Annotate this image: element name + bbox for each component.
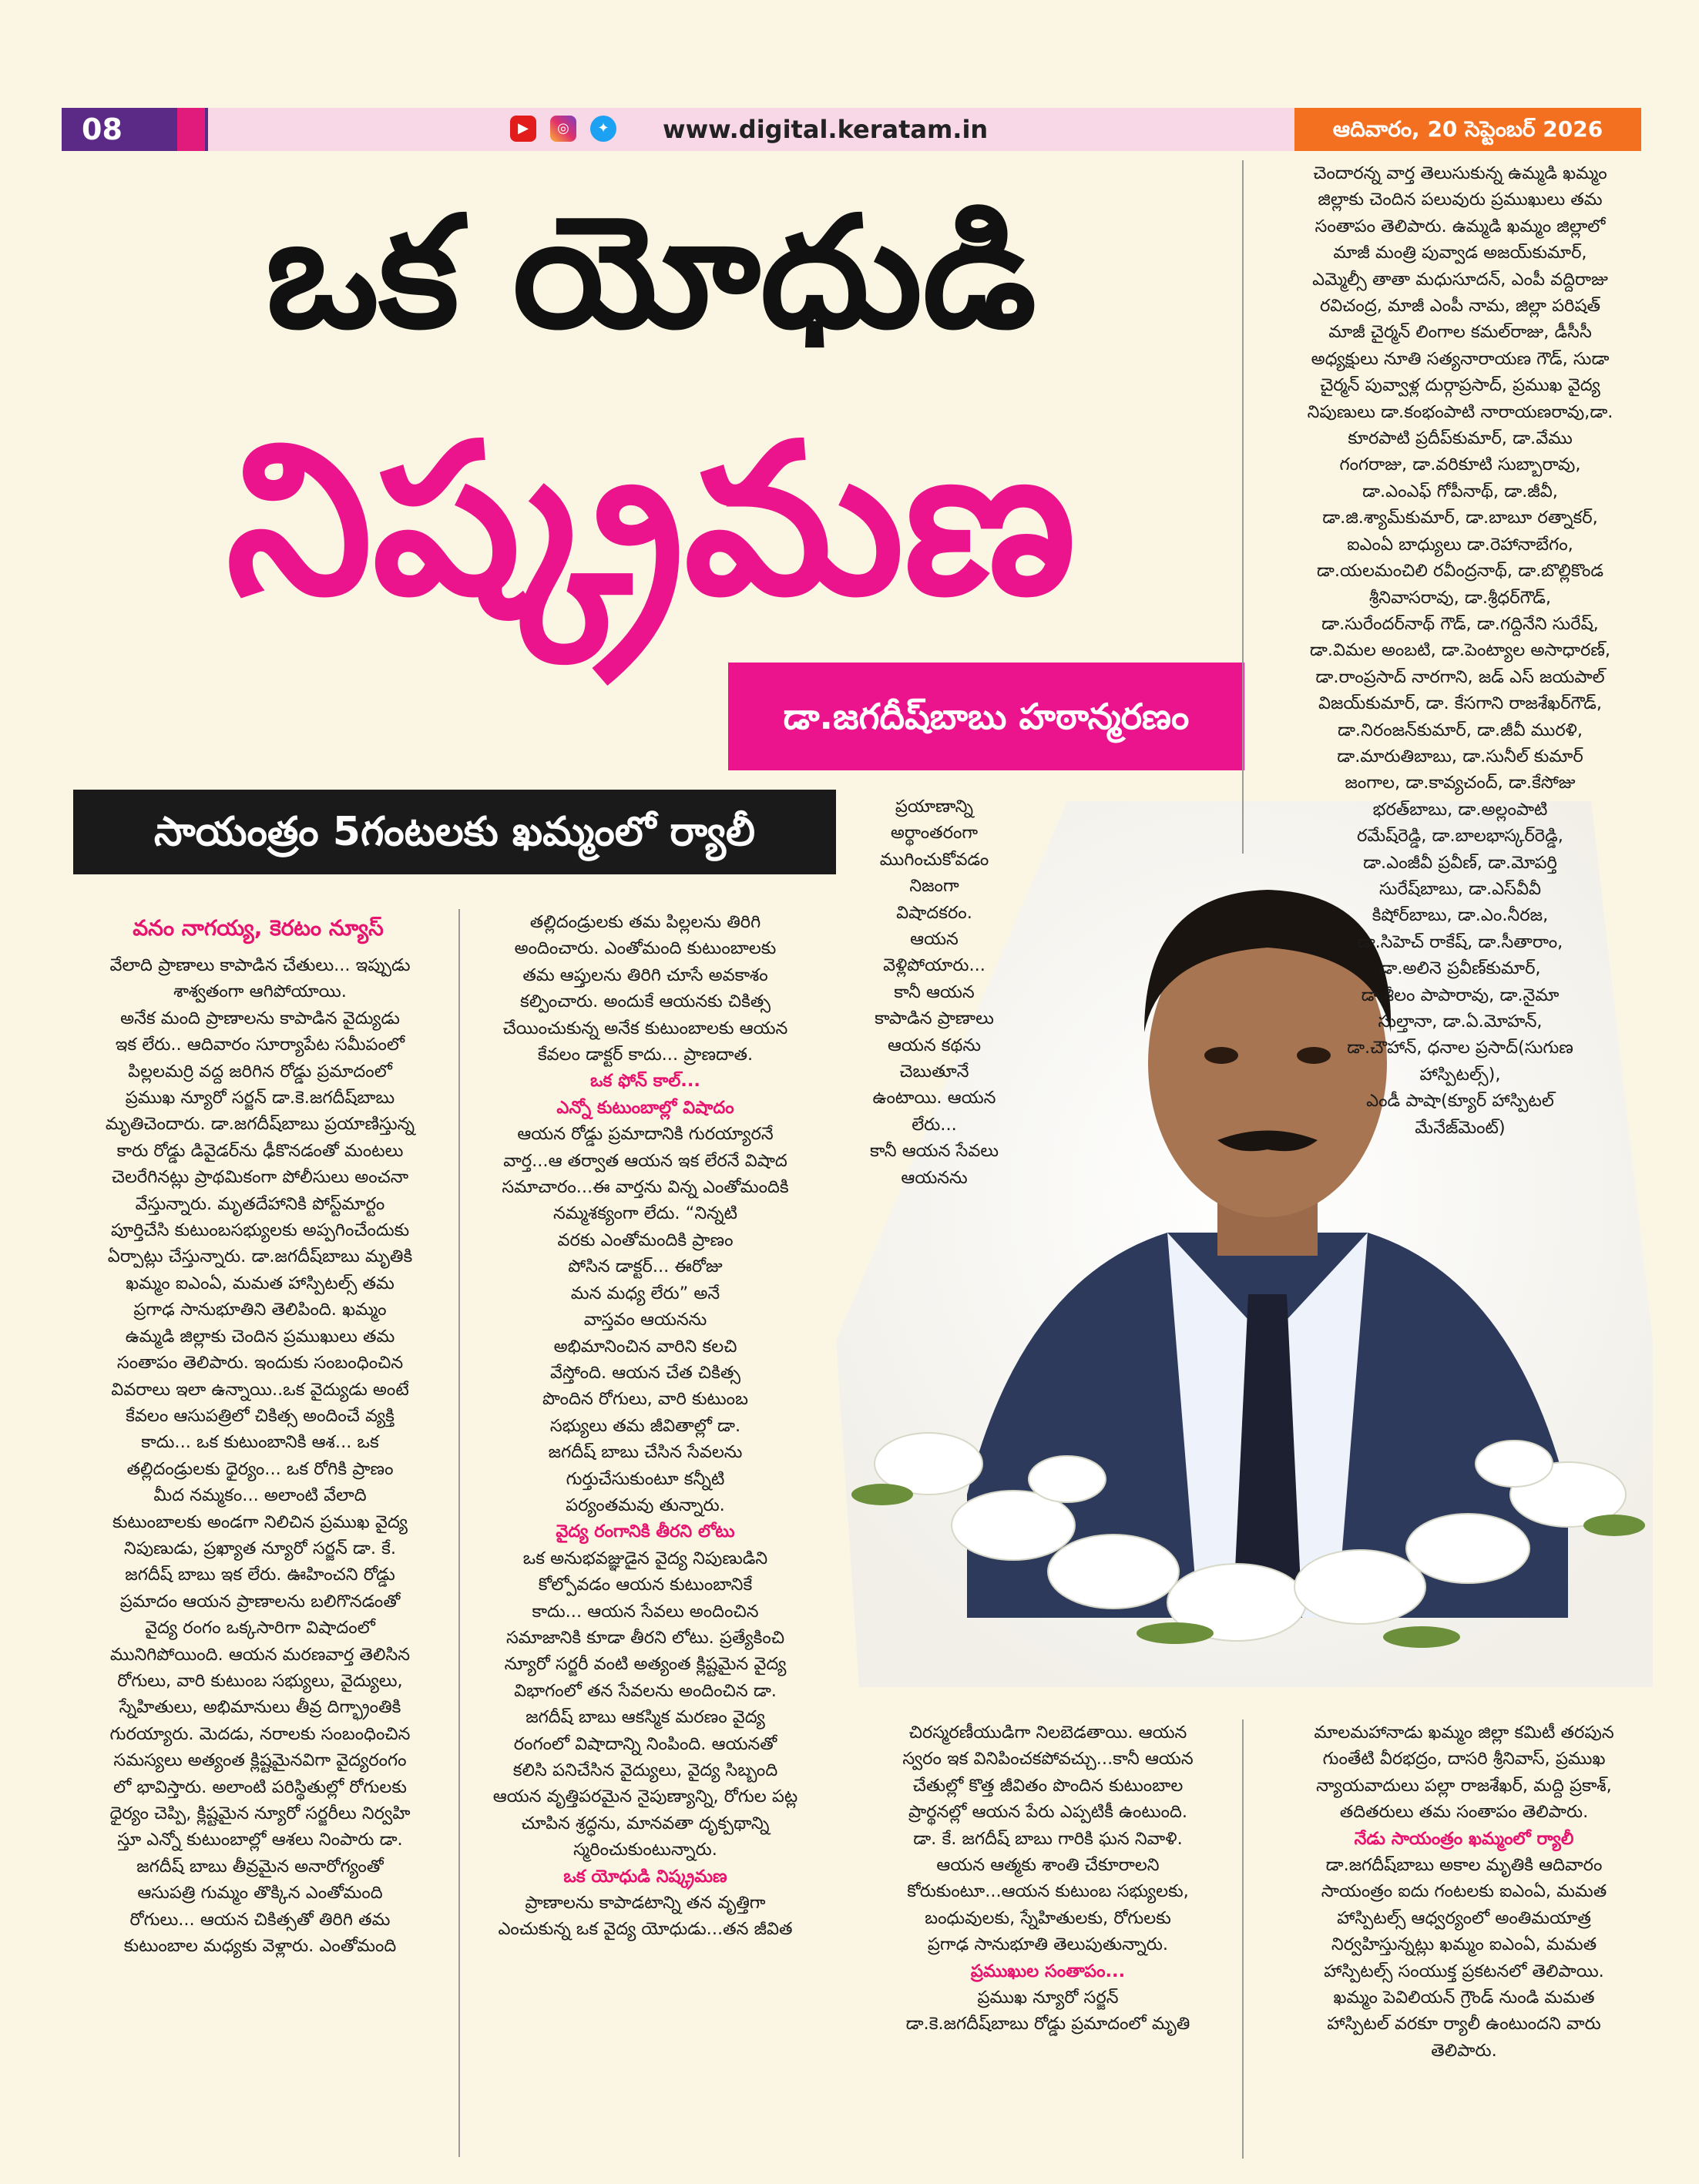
subheading: ఒక ఫోన్ కాల్...	[590, 1071, 700, 1092]
text-line: ఒక అనుభవజ్ఞుడైన వైద్య నిపుణుడిని	[522, 1548, 768, 1568]
text-line: ప్రగాఢ సానుభూతిని తెలిపింది. ఖమ్మం	[133, 1300, 387, 1320]
text-line: ఆసుపత్రి గుమ్మం తొక్కిన ఎంతోమంది	[137, 1883, 383, 1904]
text-line: నిర్వహిస్తున్నట్లు ఖమ్మం ఐఎంఏ, మమత	[1331, 1934, 1597, 1955]
text-line: డా.రాంప్రసాద్ నారగాని, జడ్ ఎస్ జయపాల్	[1315, 666, 1605, 687]
text-line: డా.శీలం పాపారావు, డా.నైమా	[1361, 985, 1560, 1005]
column-divider	[1242, 1719, 1244, 2159]
text-line: కారు రోడ్డు డివైడర్‌ను ఢీకొనడంతో మంటలు	[116, 1140, 404, 1161]
text-line: కాదు... ఒక కుటుంబానికి ఆశ... ఒక	[141, 1432, 379, 1453]
text-line: డా.యలమంచిలి రవీంద్రనాథ్, డా.బొల్లికొండ	[1316, 561, 1604, 582]
article-column-1	[65, 952, 455, 1959]
youtube-icon[interactable]: ▶	[510, 116, 536, 142]
headline-line2: నిష్క్రమణ	[226, 398, 1076, 641]
text-line: జగదీష్ బాబు చేసిన సేవలను	[548, 1442, 743, 1463]
text-line: వాస్తవం ఆయనను	[583, 1310, 707, 1330]
text-line: అందించారు. ఎంతోమంది కుటుంబాలకు	[514, 938, 777, 959]
subheading: ఒక యోధుడి నిష్క్రమణ	[563, 1866, 727, 1887]
text-line: డా.ఎంఎఫ్ గోపీనాథ్, డా.జీవీ,	[1362, 481, 1558, 502]
text-line: కాపాడిన ప్రాణాలు	[875, 1008, 994, 1029]
text-line: హాస్పిటల్ వరకూ ర్యాలీ ఉంటుందని వారు	[1327, 2014, 1601, 2035]
text-line: వేస్తున్నారు. మృతదేహానికి పోస్ట్‌మార్టం	[135, 1193, 385, 1214]
text-line: ఆయన వృత్తిపరమైన నైపుణ్యాన్ని, రోగుల పట్ల	[492, 1786, 798, 1807]
text-line: ప్రాణాలను కాపాడటాన్ని తన వృత్తిగా	[525, 1893, 766, 1914]
text-line: పోసిన డాక్టర్... ఈరోజు	[568, 1256, 723, 1277]
text-line: మేనేజ్‌మెంట్)	[1415, 1117, 1506, 1138]
text-line: ఎండీ పాషా(క్యూర్ హాస్పిటల్	[1366, 1091, 1554, 1112]
page-number: 08	[62, 108, 208, 151]
text-line: మాజీ చైర్మన్ లింగాల కమల్‌రాజు, డీసీసీ	[1328, 322, 1592, 343]
text-line: డా.సురేందర్‌నాథ్ గౌడ్, డా.గద్దినేని సురేష్,	[1321, 613, 1599, 634]
text-line: ఏర్పాట్లు చేస్తున్నారు. డా.జగదీష్‌బాబు మృతికి	[107, 1246, 413, 1267]
text-line: డా.నిరంజన్‌కుమార్, డా.జీవీ మురళి,	[1337, 720, 1583, 740]
article-column-2	[462, 909, 828, 1943]
text-line: న్యాయవాదులు పల్లా రాజశేఖర్, మద్ది ప్రకాశ్,	[1316, 1775, 1612, 1796]
text-line: ఎమ్మెల్సీ తాతా మధుసూదన్, ఎంపీ వద్దిరాజు	[1312, 269, 1608, 290]
text-line: మీద నమ్మకం... అలాంటి వేలాది	[153, 1485, 367, 1506]
text-line: కూరపాటి ప్రదీప్‌కుమార్, డా.వేము	[1348, 428, 1573, 449]
text-line: వేలాది ప్రాణాలు కాపాడిన చేతులు... ఇప్పుడు	[109, 955, 411, 975]
text-line: పర్యంతమవు తున్నారు.	[566, 1495, 725, 1515]
text-line: సురేష్‌బాబు, డా.ఎస్‌వీవీ	[1379, 878, 1541, 899]
text-line: మాలమహానాడు ఖమ్మం జిల్లా కమిటీ తరపున	[1314, 1723, 1614, 1743]
subheading: వైద్య రంగానికి తీరని లోటు	[556, 1521, 735, 1542]
text-line: పిల్లలమర్రి వద్ద జరిగిన రోడ్డు ప్రమాదంలో	[128, 1061, 392, 1082]
text-line: కోరుకుంటూ...ఆయన కుటుంబ సభ్యులకు,	[907, 1881, 1189, 1902]
text-line: జగదీష్ బాబు ఆకస్మిక మరణం వైద్య	[525, 1707, 765, 1728]
text-line: చైర్మన్ పువ్వాళ్ల దుర్గాప్రసాద్, ప్రముఖ వైద్య	[1320, 375, 1600, 396]
text-line: సమాచారం...ఈ వార్తను విన్న ఎంతోమందికి	[502, 1177, 789, 1198]
text-line: స్వరం ఇక వినిపించకపోవచ్చు...కానీ ఆయన	[902, 1749, 1194, 1770]
text-line: తల్లిదండ్రులకు ధైర్యం... ఒక రోగికి ప్రాణం	[126, 1458, 394, 1479]
text-line: గంగరాజు, డా.వరికూటి సుబ్బారావు,	[1339, 455, 1581, 475]
subheading-banner: డా.జగదీష్‌బాబు హఠాన్మరణం	[728, 663, 1244, 770]
subheading: ప్రముఖుల సంతాపం...	[970, 1961, 1126, 1981]
text-line: చెందారన్న వార్త తెలుసుకున్న ఉమ్మడి ఖమ్మం	[1313, 163, 1607, 183]
text-line: ఇక లేరు.. ఆదివారం సూర్యాపేట సమీపంలో	[115, 1035, 405, 1055]
text-line: బంధువులకు, స్నేహితులకు, రోగులకు	[925, 1907, 1171, 1928]
column-divider	[1242, 160, 1244, 854]
text-line: అనేక మంది ప్రాణాలను కాపాడిన వైద్యుడు	[120, 1008, 400, 1028]
text-line: ఆయన ఆత్మకు శాంతి చేకూరాలని	[936, 1855, 1160, 1876]
text-line: సమస్యలు అత్యంత క్లిష్టమైనవిగా వైద్యరంగం	[113, 1750, 407, 1771]
text-line: సభ్యులు తమ జీవితాల్లో డా.	[549, 1415, 741, 1436]
text-line: గుర్తుచేసుకుంటూ కన్నీటి	[566, 1468, 725, 1489]
text-line: అధ్యక్షులు నూతి సత్యనారాయణ గౌడ్, సుడా	[1311, 348, 1610, 369]
text-line: వెళ్లిపోయారు...	[883, 955, 985, 976]
text-line: జగదీష్ బాబు ఇక లేరు. ఊహించని రోడ్డు	[125, 1565, 395, 1585]
text-line: చెలరేగినట్లు ప్రాథమికంగా పోలీసులు అంచనా	[111, 1167, 409, 1188]
text-line: ప్రమాదం ఆయన ప్రాణాలను బలిగొనడంతో	[119, 1591, 401, 1612]
text-line: అర్థాంతరంగా	[890, 823, 979, 844]
text-line: ఉమ్మడి జిల్లాకు చెందిన ప్రముఖులు తమ	[125, 1326, 395, 1347]
text-line: డా.జగదీష్‌బాబు అకాల మృతికి ఆదివారం	[1325, 1855, 1603, 1876]
text-line: ప్రార్థనల్లో ఆయన పేరు ఎప్పటికీ ఉంటుంది.	[908, 1802, 1188, 1823]
text-line: లేరు...	[912, 1114, 957, 1135]
text-line: హాస్పిటల్స్ సంయుక్త ప్రకటనలో తెలిపాయి.	[1324, 1961, 1604, 1981]
text-line: కల్పించారు. అందుకే ఆయనకు చికిత్స	[520, 991, 771, 1012]
text-line: ఉంటాయి. ఆయన	[872, 1088, 996, 1109]
text-line: ఎంచుకున్న ఒక వైద్య యోధుడు...తన జీవిత	[498, 1919, 793, 1940]
rally-banner: సాయంత్రం 5గంటలకు ఖమ్మంలో ర్యాలీ	[73, 790, 836, 874]
text-line: అభిమానించిన వారిని కలచి	[553, 1336, 737, 1357]
text-line: డా.ఎంజీవీ ప్రవీణ్, డా.మోపర్తి	[1363, 852, 1557, 873]
subheading: నేడు సాయంత్రం ఖమ్మంలో ర్యాలీ	[1354, 1828, 1574, 1849]
headline-line1: ఒక యోధుడి	[265, 183, 1037, 363]
text-line: మన మధ్య లేరు” అనే	[570, 1283, 720, 1303]
text-line: కానీ ఆయన	[894, 981, 975, 1002]
text-line: రోగులు... ఆయన చికిత్సతో తిరిగి తమ	[129, 1909, 391, 1930]
text-line: చేయించుకున్న అనేక కుటుంబాలకు ఆయన	[502, 1018, 788, 1038]
text-line: చేతుల్లో కొత్త జీవితం పొందిన కుటుంబాల	[912, 1775, 1184, 1796]
text-line: ఖమ్మం ఐఎంఏ, మమత హాస్పిటల్స్ తమ	[126, 1273, 395, 1293]
text-line: తదితరులు తమ సంతాపం తెలిపారు.	[1339, 1802, 1589, 1823]
text-line: ఆయన రోడ్డు ప్రమాదానికి గురయ్యారనే	[517, 1124, 774, 1145]
text-line: ప్రముఖ న్యూరో సర్జన్	[977, 1988, 1119, 2008]
text-line: డా.విమల అంబటి, డా.పెంట్యాల అసాధారణ్,	[1309, 640, 1611, 661]
issue-date: ఆదివారం, 20 సెప్టెంబర్ 2026	[1294, 108, 1641, 151]
text-line: వేస్తోంది. ఆయన చేత చికిత్స	[550, 1362, 740, 1383]
text-line: రవిచంద్ర, మాజీ ఎంపీ నామ, జిల్లా పరిషత్	[1319, 296, 1601, 317]
text-line: నమ్మశక్యంగా లేదు. “నిన్నటి	[553, 1203, 737, 1224]
text-line: గుంతేటి వీరభద్రం, దాసరి శ్రీనివాస్, ప్రముఖ	[1322, 1749, 1606, 1770]
text-line: డా.మారుతిబాబు, డా.సునీల్ కుమార్	[1337, 746, 1583, 767]
text-line: నిపుణులు డా.కంభంపాటి నారాయణరావు,డా.	[1307, 401, 1613, 422]
text-line: కిషోర్‌బాబు, డా.ఎం.నీరజ,	[1372, 905, 1549, 926]
text-line: ప్రగాఢ సానుభూతి తెలుపుతున్నారు.	[927, 1934, 1169, 1955]
text-line: కాదు... ఆయన సేవలు అందించిన	[532, 1601, 759, 1622]
text-line: డా. కే. జగదీష్ బాబు గారికి ఘన నివాళి.	[913, 1828, 1183, 1849]
text-line: కోల్పోవడం ఆయన కుటుంబానికే	[538, 1575, 753, 1595]
text-line: ఆయన కథను	[887, 1035, 982, 1055]
text-line: రోగులు, వారి కుటుంబ సభ్యులు, వైద్యులు,	[117, 1670, 403, 1691]
text-line: న్యూరో సర్జరీ వంటి అత్యంత క్లిష్టమైన వైద్య	[504, 1654, 787, 1675]
text-line: చూపిన శ్రద్ధను, మానవతా దృక్పథాన్ని	[521, 1813, 770, 1833]
text-line: హాస్పిటల్స్ ఆధ్వర్యంలో అంతిమయాత్ర	[1337, 1907, 1591, 1928]
text-line: మృతిచెందారు. డా.జగదీష్‌బాబు ప్రయాణిస్తున్న	[105, 1114, 415, 1135]
text-line: కేవలం ఆసుపత్రిలో చికిత్స అందించే వ్యక్తి	[126, 1405, 395, 1426]
instagram-icon[interactable]: ◎	[550, 116, 576, 142]
text-line: రంగంలో విషాదాన్ని నింపింది. ఆయనతో	[513, 1733, 777, 1754]
text-line: కేవలం డాక్టర్ కాదు... ప్రాణదాత.	[537, 1045, 754, 1065]
text-line: కుటుంబాలకు అండగా నిలిచిన ప్రముఖ వైద్య	[112, 1511, 408, 1532]
text-line: ఆయనను	[901, 1167, 968, 1188]
text-line: స్మరించుకుంటున్నారు.	[573, 1840, 717, 1860]
text-line: శ్రీనివాసరావు, డా.శ్రీధర్‌గౌడ్,	[1368, 587, 1552, 608]
text-line: జిల్లాకు చెందిన పలువురు ప్రముఖులు తమ	[1318, 190, 1603, 210]
text-line: కలిసి పనిచేసిన వైద్యులు, వైద్య సిబ్బంది	[512, 1760, 778, 1780]
text-line: సంతాపం తెలిపారు. ఇందుకు సంబంధించిన	[116, 1353, 404, 1374]
website-link[interactable]: www.digital.keratam.in	[663, 115, 989, 144]
text-line: ప్రముఖ న్యూరో సర్జన్ డా.కె.జగదీష్‌బాబు	[125, 1088, 395, 1109]
text-line: జగదీష్ బాబు తీవ్రమైన అనారోగ్యంతో	[136, 1856, 384, 1877]
text-line: ముగించుకోవడం	[879, 849, 989, 870]
text-line: డా.అలినె ప్రవీణ్‌కుమార్,	[1379, 958, 1541, 979]
text-line: చిరస్మరణీయుడిగా నిలబెడతాయి. ఆయన	[908, 1723, 1187, 1743]
text-line: వైద్య రంగం ఒక్కసారిగా విషాదంలో	[145, 1618, 375, 1639]
text-line: ఐఎంఏ బాధ్యులు డా.రెహానాబేగం,	[1347, 534, 1573, 555]
twitter-icon[interactable]: ✦	[590, 116, 616, 142]
subheading: ఎన్నో కుటుంబాల్లో విషాదం	[556, 1097, 734, 1118]
text-line: డా.జి.శ్యామ్‌కుమార్, డా.బాబూ రత్నాకర్,	[1322, 508, 1598, 528]
text-line: తల్లిదండ్రులకు తమ పిల్లలను తిరిగి	[529, 912, 761, 932]
text-line: పూర్తిచేసి కుటుంబసభ్యులకు అప్పగించేందుకు	[110, 1220, 410, 1241]
text-line: గురయ్యారు. మెదడు, నరాలకు సంబంధించిన	[109, 1723, 411, 1744]
article-column-3	[836, 793, 1032, 1191]
text-line: సమాజానికి కూడా తీరని లోటు. ప్రత్యేకించి	[505, 1627, 785, 1648]
text-line: నిపుణుడు, ప్రఖ్యాత న్యూరో సర్జన్ డా. కే.	[123, 1538, 397, 1558]
text-line: సాయంత్రం ఐదు గంటలకు ఐఎంఏ, మమత	[1321, 1881, 1607, 1902]
text-line: సంతాపం తెలిపారు. ఉమ్మడి ఖమ్మం జిల్లాలో	[1315, 216, 1606, 237]
text-line: తమ ఆప్తులను తిరిగి చూసే అవకాశం	[522, 965, 768, 985]
text-line: డా.కె.జగదీష్‌బాబు రోడ్డు ప్రమాదంలో మృతి	[905, 2014, 1190, 2035]
text-line: స్నేహితులు, అభిమానులు తీవ్ర దిగ్భ్రాంతికి	[119, 1697, 401, 1718]
text-line: స్తూ ఎన్నో కుటుంబాల్లో ఆశలు నింపారు డా.	[117, 1830, 403, 1850]
text-line: పొందిన రోగులు, వారి కుటుంబ	[542, 1389, 748, 1410]
text-line: రమేష్‌రెడ్డి, డా.బాలభాస్కర్‌రెడ్డి,	[1357, 826, 1563, 847]
text-line: ప్రయాణాన్ని	[895, 797, 974, 817]
text-line: డా.సిహెచ్ రాకేష్, డా.సీతారాం,	[1357, 931, 1563, 952]
article-column-4	[1244, 160, 1676, 1141]
text-line: సుల్తానా, డా.ఏ.మోహన్,	[1378, 1011, 1543, 1032]
text-line: డా.చౌహాన్, ధనాల ప్రసాద్(సుగుణ	[1347, 1038, 1573, 1058]
text-line: తెలిపారు.	[1431, 2040, 1497, 2061]
text-line: చెబుతూనే	[899, 1062, 969, 1082]
text-line: వార్త...ఆ తర్వాత ఆయన ఇక లేరనే విషాద	[503, 1150, 787, 1171]
text-line: కుటుంబాల మధ్యకు వెళ్లారు. ఎంతోమంది	[123, 1936, 397, 1957]
column-divider	[458, 909, 460, 2157]
article-column-5	[863, 1719, 1233, 2038]
text-line: విజయ్‌కుమార్, డా. కేసగాని రాజశేఖర్‌గౌడ్,	[1318, 693, 1603, 714]
article-column-6	[1248, 1719, 1680, 2064]
text-line: హాస్పిటల్స్),	[1419, 1064, 1501, 1085]
text-line: విషాదకరం.	[896, 902, 972, 923]
text-line: మాజీ మంత్రి పువ్వాడ అజయ్‌కుమార్,	[1333, 243, 1587, 263]
text-line: వివరాలు ఇలా ఉన్నాయి..ఒక వైద్యుడు అంటే	[111, 1379, 409, 1400]
text-line: ఖమ్మం పెవిలియన్ గ్రౌండ్ నుండి మమత	[1333, 1988, 1595, 2008]
text-line: భరత్‌బాబు, డా.అల్లంపాటి	[1372, 799, 1548, 820]
text-line: జంగాల, డా.కావ్యచంద్, డా.కేసోజు	[1345, 773, 1576, 793]
text-line: మునిగిపోయింది. ఆయన మరణవార్త తెలిసిన	[109, 1644, 411, 1665]
text-line: ధైర్యం చెప్పి, క్లిష్టమైన న్యూరో సర్జరీలు నిర్వహి	[109, 1803, 411, 1823]
text-line: నిజంగా	[909, 876, 959, 897]
page-number-accent	[177, 108, 205, 151]
text-line: లో భావిస్తారు. అలాంటి పరిస్థితుల్లో రోగులకు	[113, 1776, 407, 1797]
text-line: ఆయన	[910, 929, 959, 950]
text-line: శాశ్వతంగా ఆగిపోయాయి.	[173, 981, 347, 1002]
text-line: కానీ ఆయన సేవలు	[869, 1141, 999, 1162]
byline: వనం నాగయ్య, కెరటం న్యూస్	[133, 915, 384, 941]
text-line: వరకు ఎంతోమందికి ప్రాణం	[557, 1230, 734, 1250]
text-line: విభాగంలో తన సేవలను అందించిన డా.	[514, 1680, 777, 1701]
